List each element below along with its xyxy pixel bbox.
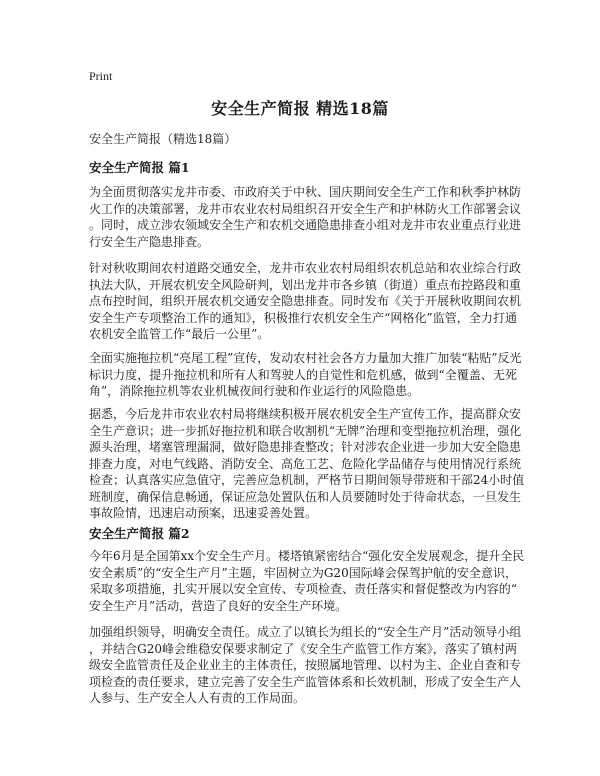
text-line: 点布控时间，组织开展农机交通安全隐患排查。同时发布《关于开展秋收期间农机 <box>89 294 522 308</box>
paragraph <box>89 184 522 250</box>
text-line: 人参与、生产安全人人有责的工作局面。 <box>89 691 306 705</box>
text-line: 行安全生产隐患排查。 <box>89 234 210 249</box>
paragraph <box>89 548 525 614</box>
paragraph <box>89 350 522 400</box>
text-line: 加强组织领导，明确安全责任。成立了以镇长为组长的“安全生产月”活动领导小组 <box>89 625 522 639</box>
print-link[interactable]: Print <box>89 69 113 83</box>
text-line: 。同时，成立涉农领域安全生产和农机交通隐患排查小组对龙井市农业重点行业进 <box>89 218 522 232</box>
text-line: 执法大队，开展农机安全风险研判，划出龙井市各乡镇（街道）重点布控路段和重 <box>89 277 522 292</box>
text-line: 全面实施拖拉机“亮尾工程”宣传，发动农村社会各方力量加大推广加装“粘贴”反光 <box>89 351 522 365</box>
text-line: 据悉，今后龙井市农业农村局将继续积极开展农机安全生产宣传工作，提高群众安 <box>89 407 522 421</box>
text-line: 项检查的责任要求，建立完善了安全生产监管体系和长效机制，形成了安全生产人 <box>89 674 522 689</box>
text-line: 安全素质”的“安全生产月”主题，牢固树立为G20国际峰会保驾护航的安全意识， <box>89 565 517 580</box>
text-line: 农机安全监管工作“最后一公里”。 <box>89 327 270 341</box>
text-line: 检查；认真落实应急值守，完善应急机制，严格节日期间领导带班和干部24小时值 <box>89 473 525 487</box>
text-line: 级安全监管责任及企业业主的主体责任，按照属地管理、以村为主、企业自查和专 <box>89 658 522 672</box>
text-line: 全生产意识；进一步抓好拖拉机和联合收割机“无牌”治理和变型拖拉机治理，强化 <box>89 423 522 438</box>
paragraph <box>89 260 522 343</box>
page-title: 安全生产简报 精选18篇 <box>211 99 389 118</box>
text-line: 安全生产月”活动，营造了良好的安全生产环境。 <box>89 598 348 613</box>
text-line: 事故险情，迅速启动预案，迅速妥善处置。 <box>89 506 318 520</box>
text-line: 火工作的决策部署，龙井市农业农村局组织召开安全生产和护林防火工作部署会议 <box>89 201 522 216</box>
text-line: 班制度，确保信息畅通，保证应急处置队伍和人员要随时处于待命状态，一旦发生 <box>89 489 522 504</box>
paragraph <box>89 406 525 522</box>
text-line: 安全生产专项整治工作的通知》，积极推行农机安全生产“网格化”监管，全力打通 <box>89 310 517 325</box>
paragraph <box>89 624 522 707</box>
section-heading: 安全生产简报 篇1 <box>89 160 190 175</box>
text-line: 采取多项措施，扎实开展以安全宣传、专项检查、责任落实和督促整改为内容的“ <box>89 582 517 596</box>
text-line: 标识力度，提升拖拉机和所有人和驾驶人的自觉性和危机感，做到“全覆盖、无死 <box>89 367 517 382</box>
text-line: 排查力度，对电气线路、消防安全、高危工艺、危险化学品储存与使用情况行系统 <box>89 456 522 471</box>
text-line: ，并结合G20峰会维稳安保要求制定了《安全生产监管工作方案》，落实了镇村两 <box>89 641 517 656</box>
text-line: 源头治理，堵塞管理漏洞，做好隐患排查整改；针对涉农企业进一步加大安全隐患 <box>89 440 522 454</box>
text-line: 角”，消除拖拉机等农业机械夜间行驶和作业运行的风险隐患。 <box>89 384 420 398</box>
text-line: 针对秋收期间农村道路交通安全，龙井市农业农村局组织农机总站和农业综合行政 <box>89 261 522 275</box>
section-heading: 安全生产简报 篇2 <box>89 526 190 541</box>
text-line: 为全面贯彻落实龙井市委、市政府关于中秋、国庆期间安全生产工作和秋季护林防 <box>89 185 522 199</box>
text-line: 今年6月是全国第xx个安全生产月。楼塔镇紧密结合“强化安全发展观念，提升全民 <box>89 549 525 563</box>
document-subtitle: 安全生产简报（精选18篇） <box>89 132 237 146</box>
